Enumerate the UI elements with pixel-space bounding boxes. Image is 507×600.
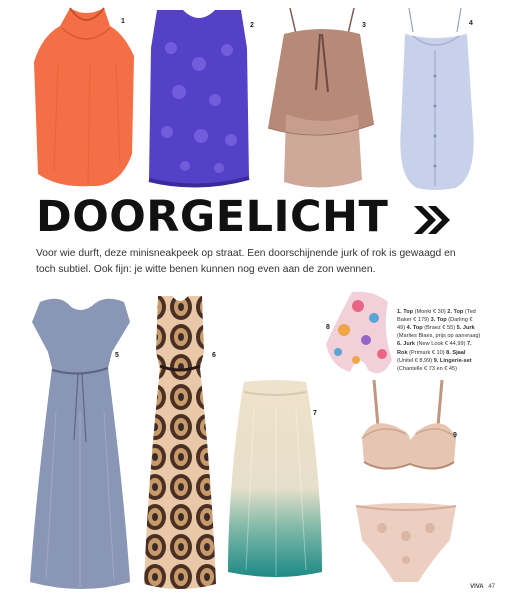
credit-item: 9. Lingerie-set (Chantelle € 73 en € 45) (397, 357, 472, 372)
credit-item: 8. Sjaal (Unitel € 8,99) (397, 349, 466, 364)
credit-item: 6. Jurk (New Look € 44,99) (397, 341, 466, 348)
product-7-ombre-skirt-image (226, 378, 324, 580)
headline-text: DOORGELICHT (36, 192, 389, 242)
product-number-7: 7 (313, 410, 317, 417)
credit-item: 2. Top (Ted Baker € 179) (397, 309, 476, 324)
product-8-floral-scarf-image (322, 290, 398, 380)
product-number-2: 2 (250, 22, 254, 29)
headline (36, 192, 452, 242)
credit-item: 1. Top (Monki € 30) (397, 309, 446, 315)
product-1-orange-top-image (30, 4, 142, 190)
product-3-mauve-cami-top-image (262, 4, 380, 190)
double-chevron-icon (412, 204, 452, 236)
product-credits (397, 308, 481, 373)
credit-item: 5. Jurk (Marlies Blaes, prijs op aanvraag) (397, 325, 481, 340)
product-6-patterned-maxi-dress-image (142, 292, 218, 590)
product-number-8: 8 (326, 324, 330, 331)
product-2-purple-lace-top-image (143, 8, 255, 188)
page-footer (470, 584, 495, 590)
product-4-blue-blouse-image (393, 6, 479, 190)
product-9-lingerie-bra-image (356, 378, 460, 482)
credit-item: 4. Top (Braez € 55) (406, 325, 456, 332)
credit-item: 7. Rok (Primark € 10) (397, 341, 472, 356)
intro-paragraph: Voor wie durft, deze minisneakpeek op straat. Een doorschijnende jurk of rok is gewaagd en toch subtiel. Ook fijn: je witte benen kunnen nog even aan de zon wennen. (36, 248, 456, 275)
product-5-blue-maxi-dress-image (26, 292, 134, 594)
product-number-6: 6 (212, 352, 216, 359)
credit-item: 3. Top (Darling € 49) (397, 317, 473, 332)
page-number: 47 (488, 584, 495, 590)
magazine-brand: VIVA (470, 584, 484, 590)
product-number-4: 4 (469, 20, 473, 27)
product-9-lingerie-briefs-image (352, 500, 460, 584)
product-number-3: 3 (362, 22, 366, 29)
product-number-1: 1 (121, 18, 125, 25)
product-number-5: 5 (115, 352, 119, 359)
product-number-9: 9 (453, 432, 457, 439)
